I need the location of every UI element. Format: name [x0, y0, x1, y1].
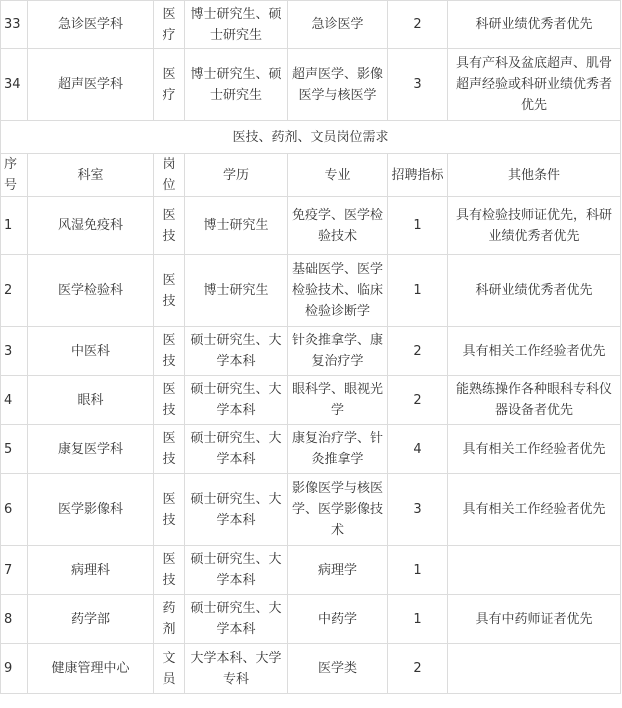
header-number: 序号	[1, 154, 28, 197]
row-number: 6	[1, 474, 28, 546]
department-cell: 医学检验科	[28, 255, 154, 327]
quota-cell: 1	[388, 595, 448, 644]
table-row	[1, 546, 621, 595]
conditions-cell: 具有产科及盆底超声、肌骨超声经验或科研业绩优秀者优先	[448, 49, 621, 121]
quota-cell: 1	[388, 197, 448, 255]
section-title-row	[1, 121, 621, 154]
major-cell: 基础医学、医学检验技术、临床检验诊断学	[288, 255, 388, 327]
conditions-cell: 具有相关工作经验者优先	[448, 327, 621, 376]
post-cell: 医技	[154, 255, 185, 327]
header-conditions: 其他条件	[448, 154, 621, 197]
post-cell: 医技	[154, 327, 185, 376]
major-cell: 眼科学、眼视光学	[288, 376, 388, 425]
education-cell: 硕士研究生、大学本科	[185, 546, 288, 595]
education-cell: 博士研究生、硕士研究生	[185, 1, 288, 49]
quota-cell: 2	[388, 644, 448, 694]
major-cell: 超声医学、影像医学与核医学	[288, 49, 388, 121]
conditions-cell: 科研业绩优秀者优先	[448, 1, 621, 49]
major-cell: 中药学	[288, 595, 388, 644]
education-cell: 博士研究生	[185, 197, 288, 255]
row-number: 8	[1, 595, 28, 644]
department-cell: 病理科	[28, 546, 154, 595]
table-row	[1, 1, 621, 49]
education-cell: 硕士研究生、大学本科	[185, 327, 288, 376]
major-cell: 针灸推拿学、康复治疗学	[288, 327, 388, 376]
education-cell: 博士研究生、硕士研究生	[185, 49, 288, 121]
row-number: 2	[1, 255, 28, 327]
post-cell: 药剂	[154, 595, 185, 644]
quota-cell: 2	[388, 376, 448, 425]
department-cell: 超声医学科	[28, 49, 154, 121]
post-cell: 医技	[154, 376, 185, 425]
header-education: 学历	[185, 154, 288, 197]
table-row	[1, 595, 621, 644]
education-cell: 硕士研究生、大学本科	[185, 376, 288, 425]
row-number: 4	[1, 376, 28, 425]
row-number: 9	[1, 644, 28, 694]
table-row	[1, 197, 621, 255]
quota-cell: 3	[388, 474, 448, 546]
table-row	[1, 327, 621, 376]
major-cell: 康复治疗学、针灸推拿学	[288, 425, 388, 474]
header-row	[1, 154, 621, 197]
department-cell: 风湿免疫科	[28, 197, 154, 255]
quota-cell: 1	[388, 255, 448, 327]
conditions-cell: 具有相关工作经验者优先	[448, 425, 621, 474]
table-row	[1, 255, 621, 327]
department-cell: 医学影像科	[28, 474, 154, 546]
conditions-cell	[448, 546, 621, 595]
row-number: 5	[1, 425, 28, 474]
header-post: 岗位	[154, 154, 185, 197]
table-row	[1, 49, 621, 121]
major-cell: 医学类	[288, 644, 388, 694]
department-cell: 眼科	[28, 376, 154, 425]
conditions-cell: 具有检验技师证优先，科研业绩优秀者优先	[448, 197, 621, 255]
table-row	[1, 474, 621, 546]
major-cell: 病理学	[288, 546, 388, 595]
row-number: 34	[1, 49, 28, 121]
post-cell: 医技	[154, 474, 185, 546]
major-cell: 急诊医学	[288, 1, 388, 49]
quota-cell: 2	[388, 327, 448, 376]
conditions-cell: 具有中药师证者优先	[448, 595, 621, 644]
conditions-cell	[448, 644, 621, 694]
table-row	[1, 376, 621, 425]
education-cell: 硕士研究生、大学本科	[185, 595, 288, 644]
education-cell: 博士研究生	[185, 255, 288, 327]
education-cell: 大学本科、大学专科	[185, 644, 288, 694]
major-cell: 免疫学、医学检验技术	[288, 197, 388, 255]
row-number: 1	[1, 197, 28, 255]
post-cell: 医疗	[154, 1, 185, 49]
post-cell: 文员	[154, 644, 185, 694]
post-cell: 医技	[154, 197, 185, 255]
post-cell: 医疗	[154, 49, 185, 121]
conditions-cell: 能熟练操作各种眼科专科仪器设备者优先	[448, 376, 621, 425]
post-cell: 医技	[154, 425, 185, 474]
conditions-cell: 具有相关工作经验者优先	[448, 474, 621, 546]
education-cell: 硕士研究生、大学本科	[185, 425, 288, 474]
header-major: 专业	[288, 154, 388, 197]
row-number: 7	[1, 546, 28, 595]
department-cell: 急诊医学科	[28, 1, 154, 49]
row-number: 33	[1, 1, 28, 49]
education-cell: 硕士研究生、大学本科	[185, 474, 288, 546]
quota-cell: 4	[388, 425, 448, 474]
department-cell: 康复医学科	[28, 425, 154, 474]
department-cell: 药学部	[28, 595, 154, 644]
quota-cell: 1	[388, 546, 448, 595]
department-cell: 中医科	[28, 327, 154, 376]
table-row	[1, 644, 621, 694]
quota-cell: 3	[388, 49, 448, 121]
row-number: 3	[1, 327, 28, 376]
quota-cell: 2	[388, 1, 448, 49]
post-cell: 医技	[154, 546, 185, 595]
header-quota: 招聘指标	[388, 154, 448, 197]
section-title: 医技、药剂、文员岗位需求	[1, 121, 621, 154]
header-department: 科室	[28, 154, 154, 197]
table-row	[1, 425, 621, 474]
conditions-cell: 科研业绩优秀者优先	[448, 255, 621, 327]
major-cell: 影像医学与核医学、医学影像技术	[288, 474, 388, 546]
department-cell: 健康管理中心	[28, 644, 154, 694]
